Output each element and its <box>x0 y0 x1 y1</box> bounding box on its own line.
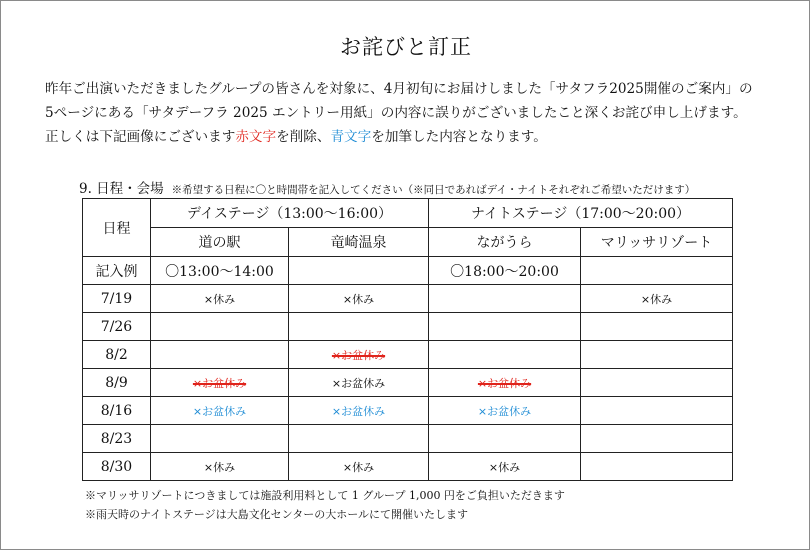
schedule-table <box>82 198 733 481</box>
date-column-header: 日程 <box>83 199 151 257</box>
date-cell: 8/2 <box>83 341 151 369</box>
schedule-cell <box>429 313 581 341</box>
venue-header: 竜崎温泉 <box>289 228 429 257</box>
table-row <box>83 313 733 341</box>
schedule-cell <box>429 257 581 285</box>
schedule-cell <box>581 313 733 341</box>
schedule-cell <box>429 369 581 397</box>
paragraph-line-2: 5ページにある「サタデーフラ 2025 エントリー用紙」の内容に誤りがございましたこと深くお詫び申し上げます。 <box>45 105 747 121</box>
schedule-cell <box>289 313 429 341</box>
schedule-cell <box>581 397 733 425</box>
date-cell: 記入例 <box>83 257 151 285</box>
schedule-body <box>83 257 733 481</box>
example-entry: 〇13:00〜14:00 <box>165 263 274 280</box>
paragraph-line-3-mid: を削除、 <box>276 129 331 145</box>
schedule-cell <box>151 257 289 285</box>
schedule-cell <box>581 425 733 453</box>
table-row <box>83 397 733 425</box>
blue-text-label: 青文字 <box>330 129 372 145</box>
schedule-cell <box>151 369 289 397</box>
deleted-entry: ×お盆休み <box>477 376 532 390</box>
schedule-cell <box>289 285 429 313</box>
rest-entry: ×休み <box>342 292 375 306</box>
added-entry: ×お盆休み <box>477 404 532 418</box>
schedule-cell <box>151 425 289 453</box>
schedule-cell <box>429 425 581 453</box>
date-cell: 8/16 <box>83 397 151 425</box>
schedule-cell <box>581 257 733 285</box>
deleted-entry: ×お盆休み <box>192 376 247 390</box>
schedule-cell <box>151 285 289 313</box>
rest-entry: ×休み <box>203 460 236 474</box>
schedule-cell <box>581 453 733 481</box>
paragraph-line-1: 昨年ご出演いただきましたグループの皆さんを対象に、4月初旬にお届けしました「サタフラ2025開催のご案内」の <box>45 81 753 97</box>
added-entry: ×お盆休み <box>331 404 386 418</box>
schedule-cell <box>429 341 581 369</box>
example-entry: 〇18:00〜20:00 <box>450 263 559 280</box>
footnote-rain-venue: ※雨天時のナイトステージは大島文化センターの大ホールにて開催いたします <box>85 508 469 521</box>
schedule-cell <box>151 313 289 341</box>
day-stage-header: デイステージ（13:00〜16:00） <box>151 199 429 228</box>
table-row <box>83 369 733 397</box>
schedule-cell <box>151 397 289 425</box>
footnote-facility-fee: ※マリッサリゾートにつきましては施設利用料として 1 グループ 1,000 円をご負担いただきます <box>85 489 565 502</box>
venue-header: マリッサリゾート <box>581 228 733 257</box>
venue-header: 道の駅 <box>151 228 289 257</box>
schedule-cell <box>151 341 289 369</box>
rest-entry: ×お盆休み <box>331 376 386 390</box>
schedule-cell <box>429 397 581 425</box>
section-title: 9. 日程・会場 <box>79 181 164 197</box>
table-row <box>83 257 733 285</box>
paragraph-line-3 <box>45 125 785 149</box>
schedule-cell <box>151 453 289 481</box>
table-row <box>83 341 733 369</box>
red-text-label: 赤文字 <box>235 129 277 145</box>
schedule-cell <box>581 341 733 369</box>
rest-entry: ×休み <box>488 460 521 474</box>
table-row <box>83 453 733 481</box>
page-title: お詫びと訂正 <box>340 35 472 59</box>
schedule-cell <box>289 341 429 369</box>
added-entry: ×お盆休み <box>192 404 247 418</box>
venue-header: ながうら <box>429 228 581 257</box>
schedule-cell <box>581 285 733 313</box>
paragraph-line-3-start: 正しくは下記画像にございます <box>45 129 236 145</box>
schedule-cell <box>289 257 429 285</box>
date-cell: 8/9 <box>83 369 151 397</box>
schedule-cell <box>289 453 429 481</box>
night-stage-header: ナイトステージ（17:00〜20:00） <box>429 199 733 228</box>
table-row <box>83 425 733 453</box>
schedule-cell <box>429 285 581 313</box>
paragraph-line-3-end: を加筆した内容となります。 <box>371 129 547 145</box>
schedule-cell <box>289 425 429 453</box>
section-heading <box>79 177 695 197</box>
footnotes <box>85 486 565 524</box>
table-row <box>83 285 733 313</box>
deleted-entry: ×お盆休み <box>331 348 386 362</box>
schedule-cell <box>581 369 733 397</box>
rest-entry: ×休み <box>342 460 375 474</box>
date-cell: 7/19 <box>83 285 151 313</box>
apology-paragraph <box>45 77 785 149</box>
rest-entry: ×休み <box>203 292 236 306</box>
date-cell: 7/26 <box>83 313 151 341</box>
section-note: ※希望する日程に〇と時間帯を記入してください（※同日であればデイ・ナイトそれぞれご希望いただけます） <box>171 184 696 196</box>
date-cell: 8/23 <box>83 425 151 453</box>
schedule-cell <box>289 369 429 397</box>
schedule-cell <box>289 397 429 425</box>
schedule-cell <box>429 453 581 481</box>
date-cell: 8/30 <box>83 453 151 481</box>
rest-entry: ×休み <box>640 292 673 306</box>
